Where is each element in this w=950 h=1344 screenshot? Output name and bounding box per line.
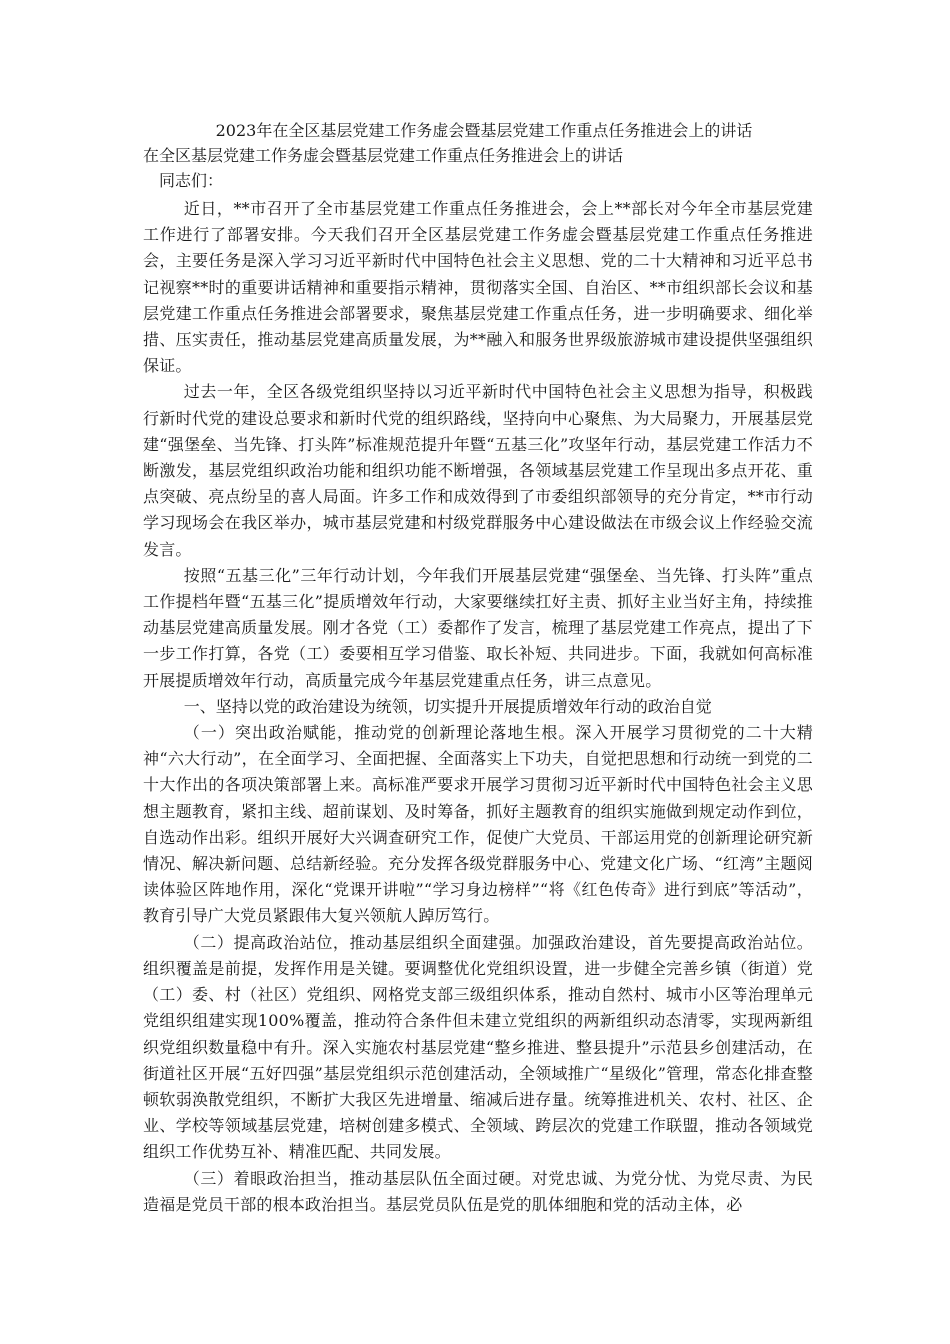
document-page [143,118,813,1218]
salutation: 同志们： [159,171,224,190]
section-heading: 一、坚持以党的政治建设为统领，切实提升开展提质增效年行动的政治自觉 [183,696,712,716]
body-paragraph: 近日，**市召开了全市基层党建工作重点任务推进会，会上**部长对今年全市基层党建工作进行了部署安排。今天我们召开全区基层党建工作务虚会暨基层党建工作重点任务推进会，主要任务是深入学习习近平新时代中国特色社会主义思想、党的二十大精神和习近平总书记视察**时的重要讲话精神和重要指示精神，贯彻落实全国、自治区、**市组织部长会议和基层党建工作重点任务推进会部署要求，聚焦基层党建工作重点任务，进一步明确要求、细化举措、压实责任，推动基层党建高质量发展，为**融入和服务世界级旅游城市建设提供坚强组织保证。 [143,199,813,376]
body-paragraph: （三）着眼政治担当，推动基层队伍全面过硬。对党忠诚、为党分忧、为党尽责、为民造福是党员干部的根本政治担当。基层党员队伍是党的肌体细胞和党的活动主体，必 [143,1168,813,1214]
body-paragraph: 按照“五基三化”三年行动计划，今年我们开展基层党建“强堡垒、当先锋、打头阵”重点工作提档年暨“五基三化”提质增效年行动，大家要继续扛好主责、抓好主业当好主角，持续推动基层党建高质量发展。刚才各党（工）委都作了发言，梳理了基层党建工作亮点，提出了下一步工作打算，各党（工）委要相互学习借鉴、取长补短、共同进步。下面，我就如何高标准开展提质增效年行动，高质量完成今年基层党建重点任务，讲三点意见。 [143,565,813,690]
document-subtitle: 在全区基层党建工作务虚会暨基层党建工作重点任务推进会上的讲话 [143,146,624,165]
body-paragraph: （一）突出政治赋能，推动党的创新理论落地生根。深入开展学习贯彻党的二十大精神“六大行动”，在全面学习、全面把握、全面落实上下功夫，自觉把思想和行动统一到党的二十大作出的各项决策部署上来。高标准严要求开展学习贯彻习近平新时代中国特色社会主义思想主题教育，紧扣主线、超前谋划、及时筹备，抓好主题教育的组织实施做到规定动作到位，自选动作出彩。组织开展好大兴调查研究工作，促使广大党员、干部运用党的创新理论研究新情况、解决新问题、总结新经验。充分发挥各级党群服务中心、党建文化广场、“红湾”主题阅读体验区阵地作用，深化“党课开讲啦”“学习身边榜样”“将《红色传奇》进行到底”等活动”，教育引导广大党员紧跟伟大复兴领航人踔厉笃行。 [143,723,813,926]
document-title: 2023年在全区基层党建工作务虚会暨基层党建工作重点任务推进会上的讲话 [215,121,753,140]
body-paragraph: （二）提高政治站位，推动基层组织全面建强。加强政治建设，首先要提高政治站位。组织覆盖是前提，发挥作用是关键。要调整优化党组织设置，进一步健全完善乡镇（街道）党（工）委、村（社区）党组织、网格党支部三级组织体系，推动自然村、城市小区等治理单元党组织组建实现100%覆盖，推动符合条件但未建立党组织的两新组织动态清零，实现两新组织党组织数量稳中有升。深入实施农村基层党建“整乡推进、整县提升”示范县乡创建活动，在街道社区开展“五好四强”基层党组织示范创建活动，全领域推广“星级化”管理，常态化排查整顿软弱涣散党组织，不断扩大我区先进增量、缩减后进存量。统筹推进机关、农村、社区、企业、学校等领域基层党建，培树创建多模式、全领域、跨层次的党建工作联盟，推动各领域党组织工作优势互补、精准匹配、共同发展。 [143,932,813,1162]
body-paragraph: 过去一年，全区各级党组织坚持以习近平新时代中国特色社会主义思想为指导，积极践行新时代党的建设总要求和新时代党的组织路线，坚持向中心聚焦、为大局聚力，开展基层党建“强堡垒、当先锋、打头阵”标准规范提升年暨“五基三化”攻坚年行动，基层党建工作活力不断激发，基层党组织政治功能和组织功能不断增强，各领域基层党建工作呈现出多点开花、重点突破、亮点纷呈的喜人局面。许多工作和成效得到了市委组织部领导的充分肯定，**市行动学习现场会在我区举办，城市基层党建和村级党群服务中心建设做法在市级会议上作经验交流发言。 [143,382,813,559]
